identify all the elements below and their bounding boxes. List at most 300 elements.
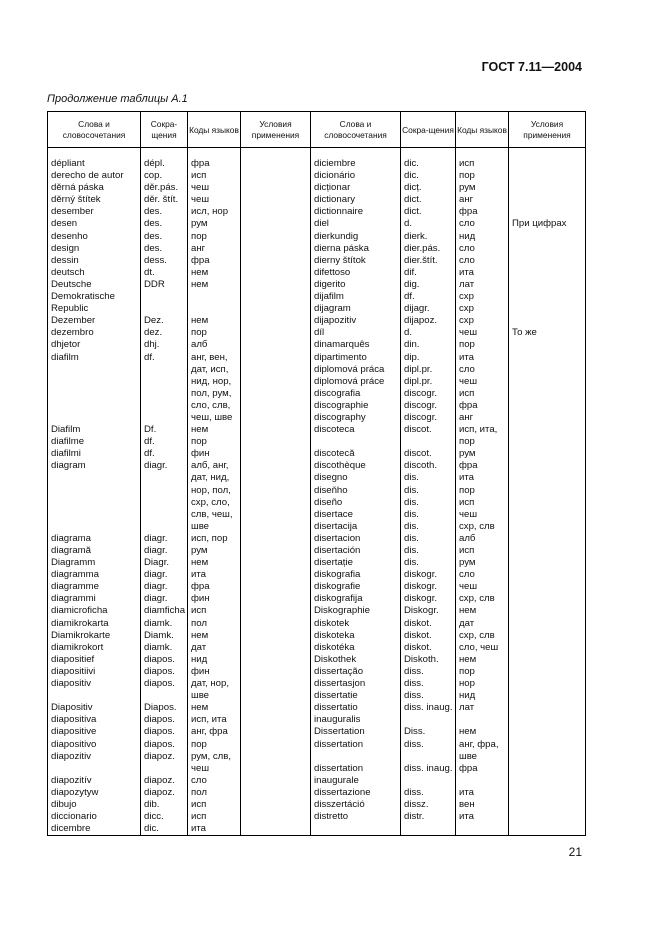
word-cell [48, 485, 141, 497]
word-cell: dicembre [48, 823, 141, 836]
word-cell: diafilm [48, 352, 141, 364]
table-row [48, 255, 586, 267]
abbr-cell: distr. [401, 811, 456, 823]
lang-code-cell: пор [188, 436, 241, 448]
table-row [48, 787, 586, 799]
table-row [48, 364, 586, 376]
abbr-cell: des. [141, 206, 188, 218]
word-cell [48, 472, 141, 484]
col-header-abbr-1: Сокра-щения [141, 112, 188, 148]
lang-code-cell: рум [188, 218, 241, 230]
lang-code-cell: нид [456, 231, 509, 243]
lang-code-cell: пор [188, 739, 241, 751]
abbr-cell: dis. [401, 485, 456, 497]
word-cell: disszertáció [311, 799, 401, 811]
lang-code-cell: нид [456, 690, 509, 702]
lang-code-cell: схр, слв [456, 593, 509, 605]
condition-cell [241, 666, 311, 678]
word-cell: dissertation [311, 739, 401, 751]
word-cell: dissertação [311, 666, 401, 678]
condition-cell [241, 654, 311, 666]
lang-code-cell: сло [456, 255, 509, 267]
abbr-cell: discot. [401, 424, 456, 436]
condition-cell [509, 509, 586, 521]
word-cell: Diamikrokarte [48, 630, 141, 642]
abbr-cell: diss. [401, 690, 456, 702]
abbr-cell: cop. [141, 170, 188, 182]
lang-code-cell: фра [188, 255, 241, 267]
word-cell: Dissertation [311, 726, 401, 738]
condition-cell [509, 799, 586, 811]
word-cell [48, 509, 141, 521]
standard-number: ГОСТ 7.11—2004 [481, 60, 582, 74]
abbr-cell: d. [401, 218, 456, 230]
condition-cell [509, 243, 586, 255]
table-row [48, 678, 586, 690]
word-cell [48, 412, 141, 424]
lang-code-cell: лат [456, 702, 509, 714]
lang-code-cell: чеш [456, 376, 509, 388]
abbr-cell: dip. [401, 352, 456, 364]
abbr-cell: dijagr. [401, 303, 456, 315]
word-cell: Diapositiv [48, 702, 141, 714]
lang-code-cell [456, 823, 509, 836]
table-row [48, 521, 586, 533]
table-row [48, 436, 586, 448]
condition-cell [241, 388, 311, 400]
spacer-cell [188, 148, 241, 159]
abbr-cell: diss. [401, 739, 456, 751]
word-cell: diagramme [48, 581, 141, 593]
abbr-cell: dijapoz. [401, 315, 456, 327]
abbr-cell: diskogr. [401, 581, 456, 593]
condition-cell [241, 460, 311, 472]
table-row [48, 424, 586, 436]
word-cell [311, 823, 401, 836]
word-cell: discography [311, 412, 401, 424]
word-cell: Deutsche [48, 279, 141, 291]
condition-cell [509, 485, 586, 497]
table-row [48, 460, 586, 472]
abbr-cell: diapos. [141, 714, 188, 726]
condition-cell [509, 521, 586, 533]
lang-code-cell: фра [188, 158, 241, 170]
abbr-cell: dis. [401, 521, 456, 533]
abbr-cell: DDR [141, 279, 188, 291]
abbr-cell: diapoz. [141, 751, 188, 763]
abbr-cell: diagr. [141, 569, 188, 581]
word-cell [311, 436, 401, 448]
abbr-cell: diapoz. [141, 775, 188, 787]
condition-cell [509, 714, 586, 726]
lang-code-cell: пор [456, 666, 509, 678]
condition-cell [509, 690, 586, 702]
abbr-cell: dif. [401, 267, 456, 279]
word-cell: diapositiva [48, 714, 141, 726]
col-header-codes-1: Коды языков [188, 112, 241, 148]
word-cell: Republic [48, 303, 141, 315]
condition-cell [509, 388, 586, 400]
abbr-cell [141, 509, 188, 521]
word-cell: dijagram [311, 303, 401, 315]
spacer-cell [401, 148, 456, 159]
page-number: 21 [568, 845, 582, 859]
lang-code-cell: анг, фра, [456, 739, 509, 751]
condition-cell [509, 533, 586, 545]
lang-code-cell: фра [456, 460, 509, 472]
word-cell: dessin [48, 255, 141, 267]
word-cell: Diskothek [311, 654, 401, 666]
condition-cell [509, 231, 586, 243]
condition-cell [241, 291, 311, 303]
table-row [48, 823, 586, 836]
condition-cell [509, 364, 586, 376]
condition-cell [241, 509, 311, 521]
condition-cell [509, 339, 586, 351]
condition-cell [241, 739, 311, 751]
condition-cell [509, 823, 586, 836]
abbr-cell: des. [141, 243, 188, 255]
lang-code-cell: исп [456, 545, 509, 557]
condition-cell [509, 593, 586, 605]
word-cell: diamikrokort [48, 642, 141, 654]
condition-cell [241, 775, 311, 787]
lang-code-cell: анг, вен, [188, 352, 241, 364]
condition-cell [241, 158, 311, 170]
col-header-conditions-2: Условия применения [509, 112, 586, 148]
abbr-cell: dt. [141, 267, 188, 279]
word-cell: difettoso [311, 267, 401, 279]
abbr-cell: dis. [401, 472, 456, 484]
lang-code-cell: ита [456, 472, 509, 484]
abbr-cell: dis. [401, 509, 456, 521]
lang-code-cell: исп [188, 605, 241, 617]
abbr-cell: dic. [401, 158, 456, 170]
lang-code-cell: сло [456, 569, 509, 581]
lang-code-cell: слв, чеш, [188, 509, 241, 521]
word-cell: discoteca [311, 424, 401, 436]
lang-code-cell: рум [456, 182, 509, 194]
condition-cell [241, 690, 311, 702]
condition-cell [241, 364, 311, 376]
condition-cell [509, 412, 586, 424]
abbr-cell [141, 364, 188, 376]
table-row [48, 618, 586, 630]
condition-cell [509, 291, 586, 303]
condition-cell [241, 799, 311, 811]
col-header-words-2: Слова и словосочетания [311, 112, 401, 148]
word-cell: Diskographie [311, 605, 401, 617]
condition-cell [241, 485, 311, 497]
lang-code-cell: исп, ита [188, 714, 241, 726]
lang-code-cell: нем [456, 605, 509, 617]
word-cell: diel [311, 218, 401, 230]
condition-cell [509, 376, 586, 388]
condition-cell [241, 630, 311, 642]
abbr-cell: diskogr. [401, 593, 456, 605]
condition-cell [241, 424, 311, 436]
word-cell: diapositive [48, 726, 141, 738]
word-cell: dicionário [311, 170, 401, 182]
abbr-cell: diapos. [141, 654, 188, 666]
abbr-cell: diagr. [141, 581, 188, 593]
word-cell: design [48, 243, 141, 255]
abbr-cell: df. [141, 352, 188, 364]
word-cell: discothèque [311, 460, 401, 472]
abbr-cell: Diapos. [141, 702, 188, 714]
lang-code-cell: анг [188, 243, 241, 255]
condition-cell [241, 811, 311, 823]
abbr-cell [141, 521, 188, 533]
condition-cell [509, 557, 586, 569]
word-cell: diagramă [48, 545, 141, 557]
condition-cell [241, 206, 311, 218]
abbr-cell: diss. [401, 787, 456, 799]
condition-cell [241, 472, 311, 484]
word-cell: diagrammi [48, 593, 141, 605]
table-row [48, 545, 586, 557]
lang-code-cell: сло, слв, [188, 400, 241, 412]
condition-cell [241, 279, 311, 291]
abbr-cell: Diamk. [141, 630, 188, 642]
word-cell: dierny štítok [311, 255, 401, 267]
lang-code-cell: пор [456, 339, 509, 351]
abbr-cell: dict. [401, 206, 456, 218]
abbr-cell: des. [141, 218, 188, 230]
table-row [48, 775, 586, 787]
word-cell: díl [311, 327, 401, 339]
table-row [48, 412, 586, 424]
lang-code-cell: чеш, шве [188, 412, 241, 424]
condition-cell [241, 678, 311, 690]
lang-code-cell: нем [188, 702, 241, 714]
lang-code-cell: анг, фра [188, 726, 241, 738]
abbr-cell: diamk. [141, 642, 188, 654]
table-row [48, 726, 586, 738]
abbr-cell: dib. [141, 799, 188, 811]
table-header-row [48, 112, 586, 148]
condition-cell [509, 569, 586, 581]
condition-cell [509, 436, 586, 448]
word-cell: diamicroficha [48, 605, 141, 617]
word-cell: derecho de autor [48, 170, 141, 182]
word-cell: diskografie [311, 581, 401, 593]
condition-cell [509, 400, 586, 412]
lang-code-cell: анг [456, 194, 509, 206]
lang-code-cell: пол, рум, [188, 388, 241, 400]
condition-cell [241, 545, 311, 557]
lang-code-cell: исл, нор [188, 206, 241, 218]
lang-code-cell: чеш [456, 581, 509, 593]
word-cell: dictionary [311, 194, 401, 206]
condition-cell [241, 642, 311, 654]
abbr-cell: diss. [401, 666, 456, 678]
word-cell: diapositivo [48, 739, 141, 751]
condition-cell [509, 726, 586, 738]
lang-code-cell: пол [188, 618, 241, 630]
lang-code-cell: нор, пол, [188, 485, 241, 497]
abbr-cell: Diskogr. [401, 605, 456, 617]
condition-cell [509, 194, 586, 206]
condition-cell [241, 231, 311, 243]
abbr-cell: dis. [401, 545, 456, 557]
abbr-cell: Diskoth. [401, 654, 456, 666]
lang-code-cell: фра [188, 581, 241, 593]
abbr-cell: diagr. [141, 593, 188, 605]
abbr-cell [141, 388, 188, 400]
abbr-cell: Diss. [401, 726, 456, 738]
condition-cell [241, 823, 311, 836]
abbr-cell: dis. [401, 497, 456, 509]
condition-cell [509, 424, 586, 436]
abbr-cell: dhj. [141, 339, 188, 351]
word-cell [48, 400, 141, 412]
word-cell [48, 388, 141, 400]
word-cell: diapositiv [48, 678, 141, 690]
table-row [48, 231, 586, 243]
abbr-cell: dic. [401, 170, 456, 182]
word-cell: dezembro [48, 327, 141, 339]
abbr-cell: dis. [401, 533, 456, 545]
word-cell: disertación [311, 545, 401, 557]
abbr-cell [141, 400, 188, 412]
abbr-cell [141, 472, 188, 484]
condition-cell [241, 787, 311, 799]
condition-cell: При цифрах [509, 218, 586, 230]
condition-cell [241, 400, 311, 412]
condition-cell [509, 303, 586, 315]
condition-cell [509, 255, 586, 267]
lang-code-cell: схр, слв [456, 521, 509, 533]
abbr-cell: Dez. [141, 315, 188, 327]
lang-code-cell: нем [456, 654, 509, 666]
table-row [48, 315, 586, 327]
table-row [48, 472, 586, 484]
abbr-cell: diagr. [141, 460, 188, 472]
abbr-cell: dis. [401, 557, 456, 569]
table-row [48, 158, 586, 170]
abbr-cell [141, 690, 188, 702]
abbr-cell: df. [141, 448, 188, 460]
condition-cell [509, 182, 586, 194]
abbr-cell: discoth. [401, 460, 456, 472]
abbr-cell: dez. [141, 327, 188, 339]
word-cell: discographie [311, 400, 401, 412]
lang-code-cell: ита [456, 352, 509, 364]
condition-cell [241, 569, 311, 581]
word-cell: deutsch [48, 267, 141, 279]
word-cell: diccionario [48, 811, 141, 823]
lang-code-cell: ита [456, 811, 509, 823]
spacer-cell [241, 148, 311, 159]
table-continuation-caption: Продолжение таблицы А.1 [47, 93, 188, 105]
lang-code-cell: анг [456, 412, 509, 424]
condition-cell [241, 726, 311, 738]
lang-code-cell: пор [456, 170, 509, 182]
abbr-cell [401, 714, 456, 726]
abbr-cell: diskot. [401, 630, 456, 642]
condition-cell [241, 243, 311, 255]
condition-cell [241, 448, 311, 460]
abbr-cell: dicc. [141, 811, 188, 823]
condition-cell [509, 630, 586, 642]
condition-cell [509, 775, 586, 787]
abbr-cell: discot. [401, 448, 456, 460]
condition-cell [241, 593, 311, 605]
word-cell: dijapozitiv [311, 315, 401, 327]
condition-cell [241, 763, 311, 775]
condition-cell [241, 581, 311, 593]
condition-cell [241, 315, 311, 327]
lang-code-cell: фра [456, 763, 509, 775]
word-cell: disertație [311, 557, 401, 569]
lang-code-cell [456, 775, 509, 787]
table-row [48, 666, 586, 678]
abbr-cell [141, 485, 188, 497]
col-header-words-1: Слова и словосочетания [48, 112, 141, 148]
table-row [48, 557, 586, 569]
lang-code-cell: нем [188, 315, 241, 327]
abbr-cell: dig. [401, 279, 456, 291]
lang-code-cell: исп [188, 170, 241, 182]
lang-code-cell: пор [188, 327, 241, 339]
condition-cell [509, 352, 586, 364]
lang-code-cell: исп [188, 811, 241, 823]
condition-cell [509, 702, 586, 714]
abbr-cell: dier.pás. [401, 243, 456, 255]
abbr-cell [401, 823, 456, 836]
abbr-cell: diapos. [141, 726, 188, 738]
condition-cell [509, 666, 586, 678]
lang-code-cell [456, 714, 509, 726]
lang-code-cell: чеш [188, 763, 241, 775]
word-cell: dierkundig [311, 231, 401, 243]
lang-code-cell: дат, исп, [188, 364, 241, 376]
abbr-cell: df. [401, 291, 456, 303]
abbr-cell: diapos. [141, 739, 188, 751]
word-cell: diapozytyw [48, 787, 141, 799]
abbr-cell: dic. [141, 823, 188, 836]
table-row [48, 509, 586, 521]
condition-cell [241, 436, 311, 448]
condition-cell [509, 739, 586, 751]
table-row [48, 799, 586, 811]
condition-cell [509, 279, 586, 291]
abbr-cell [141, 303, 188, 315]
lang-code-cell: исп [456, 497, 509, 509]
lang-code-cell: схр, сло, [188, 497, 241, 509]
table-row [48, 327, 586, 339]
word-cell: desenho [48, 231, 141, 243]
condition-cell [241, 170, 311, 182]
table-row [48, 279, 586, 291]
table-row [48, 593, 586, 605]
condition-cell [241, 605, 311, 617]
lang-code-cell: чеш [188, 182, 241, 194]
abbr-cell: diapos. [141, 666, 188, 678]
lang-code-cell: фра [456, 400, 509, 412]
lang-code-cell: сло, чеш [456, 642, 509, 654]
lang-code-cell: дат, нор, [188, 678, 241, 690]
word-cell: dissertatie [311, 690, 401, 702]
word-cell: desen [48, 218, 141, 230]
condition-cell [241, 497, 311, 509]
table-row [48, 630, 586, 642]
condition-cell [241, 194, 311, 206]
lang-code-cell: ита [456, 787, 509, 799]
table-row [48, 170, 586, 182]
abbr-cell: Diagr. [141, 557, 188, 569]
